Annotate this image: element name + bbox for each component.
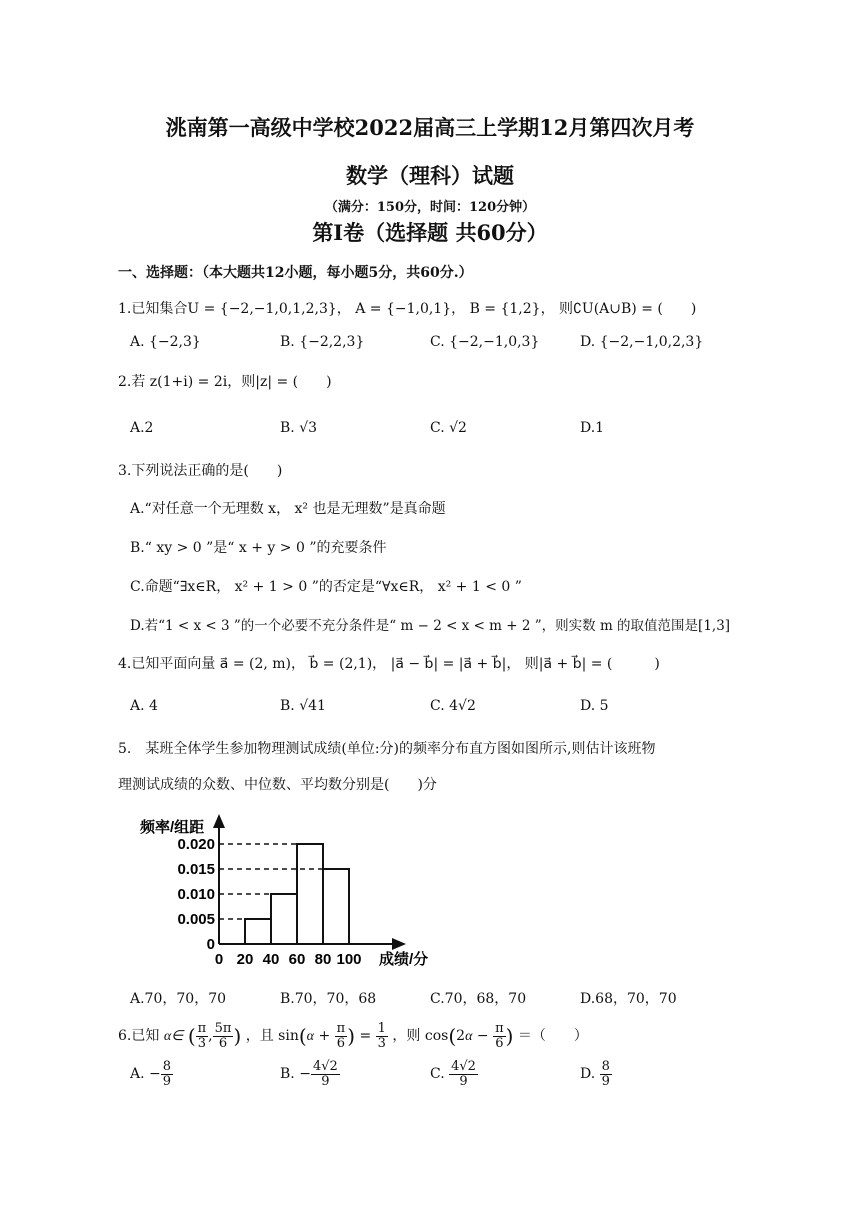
histogram-bar	[245, 919, 271, 944]
y-tick-label: 0	[206, 936, 215, 953]
question-2-stem: 2.若 z(1+i) = 2i，则|z| = ( )	[118, 374, 332, 390]
question-5-stem-continued: 理测试成绩的众数、中位数、平均数分别是( )分	[118, 777, 437, 793]
question-4-option-b: B. √41	[280, 698, 326, 714]
question-6-prefix: 6.已知	[118, 1028, 160, 1044]
y-tick-label: 0.020	[177, 836, 215, 853]
y-tick-label: 0.005	[177, 911, 215, 928]
part-heading: 第Ⅰ卷（选择题 共60分）	[312, 220, 548, 245]
question-2-option-c: C. √2	[430, 420, 467, 436]
question-6-option-a: A. − $\frac{8}{9}$	[130, 1059, 172, 1089]
x-axis-label: 成绩/分	[379, 951, 429, 968]
question-6-option-c: C. $\frac{4√2}{9}$	[430, 1059, 476, 1089]
question-1-stem: 1.已知集合U = {−2,−1,0,1,2,3}， A = {−1,0,1}， B = {1,2}， 则∁U(A∪B) = ( )	[118, 301, 697, 317]
question-6-stem: 6.已知 α∈ ( $\frac{\pi}{3}$ , $\frac{5\pi}{6}$ ) ，且 sin(α + $\frac{\pi}{6}$ ) = $\frac{1}{3}$ ，则 cos(2α − $\frac{\pi}{6}$ ) ＝（ ）	[118, 1020, 588, 1051]
question-6-mid2: ，则	[392, 1028, 421, 1044]
question-5-option-d: D.68，70，70	[580, 991, 677, 1007]
section-heading: 一、选择题：（本大题共12小题，每小题5分，共60分.）	[118, 265, 473, 281]
question-3-option-c: C.命题“∃x∈R， x² + 1 > 0 ”的否定是“∀x∈R， x² + 1 < 0 ”	[130, 579, 522, 595]
question-1-option-c: C. {−2,−1,0,3}	[430, 334, 540, 350]
question-3-option-a: A.“对任意一个无理数 x， x² 也是无理数”是真命题	[130, 501, 446, 517]
question-2-option-d: D.1	[580, 420, 605, 436]
question-4-option-a: A. 4	[130, 698, 158, 714]
question-6-end: ＝（ ）	[517, 1028, 588, 1044]
x-tick-label: 40	[262, 951, 280, 968]
question-6-option-b: B. − $\frac{4√2}{9}$	[280, 1059, 338, 1089]
exam-subject: 数学（理科）试题	[346, 163, 514, 188]
question-1-option-b: B. {−2,2,3}	[280, 334, 365, 350]
question-4-option-c: C. 4√2	[430, 698, 476, 714]
question-2-option-a: A.2	[130, 420, 154, 436]
x-tick-label: 60	[288, 951, 306, 968]
histogram-bar	[297, 844, 323, 944]
histogram-bar	[271, 894, 297, 944]
frequency-histogram	[125, 808, 445, 976]
question-1-option-a: A. {−2,3}	[130, 334, 201, 350]
x-tick-label: 80	[314, 951, 332, 968]
x-tick-label: 100	[336, 951, 362, 968]
question-4-stem: 4.已知平面向量 a⃗ = (2, m)， b⃗ = (2,1)， |a⃗ − b⃗| = |a⃗ + b⃗|， 则|a⃗ + b⃗| = ( )	[118, 656, 660, 672]
question-5-option-b: B.70，70，68	[280, 991, 377, 1007]
question-4-option-d: D. 5	[580, 698, 609, 714]
question-3-option-d: D.若“1 < x < 3 ”的一个必要不充分条件是“ m − 2 < x < m + 2 ”，则实数 m 的取值范围是[1,3]	[130, 618, 731, 634]
question-5-stem: 5. 某班全体学生参加物理测试成绩(单位:分)的频率分布直方图如图所示,则估计该班物	[118, 741, 656, 757]
exam-info: （满分：150分，时间：120分钟）	[324, 200, 536, 215]
question-1-option-d: D. {−2,−1,0,2,3}	[580, 334, 704, 350]
exam-title: 洮南第一高级中学校2022届高三上学期12月第四次月考	[165, 115, 695, 140]
question-6-option-d: D. $\frac{8}{9}$	[580, 1059, 610, 1089]
y-tick-label: 0.015	[177, 861, 215, 878]
question-5-option-c: C.70，68，70	[430, 991, 527, 1007]
question-5-option-a: A.70，70，70	[130, 991, 227, 1007]
question-3-stem: 3.下列说法正确的是( )	[118, 463, 283, 479]
histogram-bar	[323, 869, 349, 944]
x-tick-label: 0	[214, 951, 224, 968]
x-tick-label: 20	[236, 951, 254, 968]
question-6-alpha: α∈	[163, 1029, 184, 1044]
y-tick-label: 0.010	[177, 886, 215, 903]
question-3-option-b: B.“ xy > 0 ”是“ x + y > 0 ”的充要条件	[130, 540, 387, 556]
y-axis-label: 频率/组距	[140, 819, 205, 836]
question-6-mid1: ，且	[245, 1028, 274, 1044]
question-2-option-b: B. √3	[280, 420, 318, 436]
